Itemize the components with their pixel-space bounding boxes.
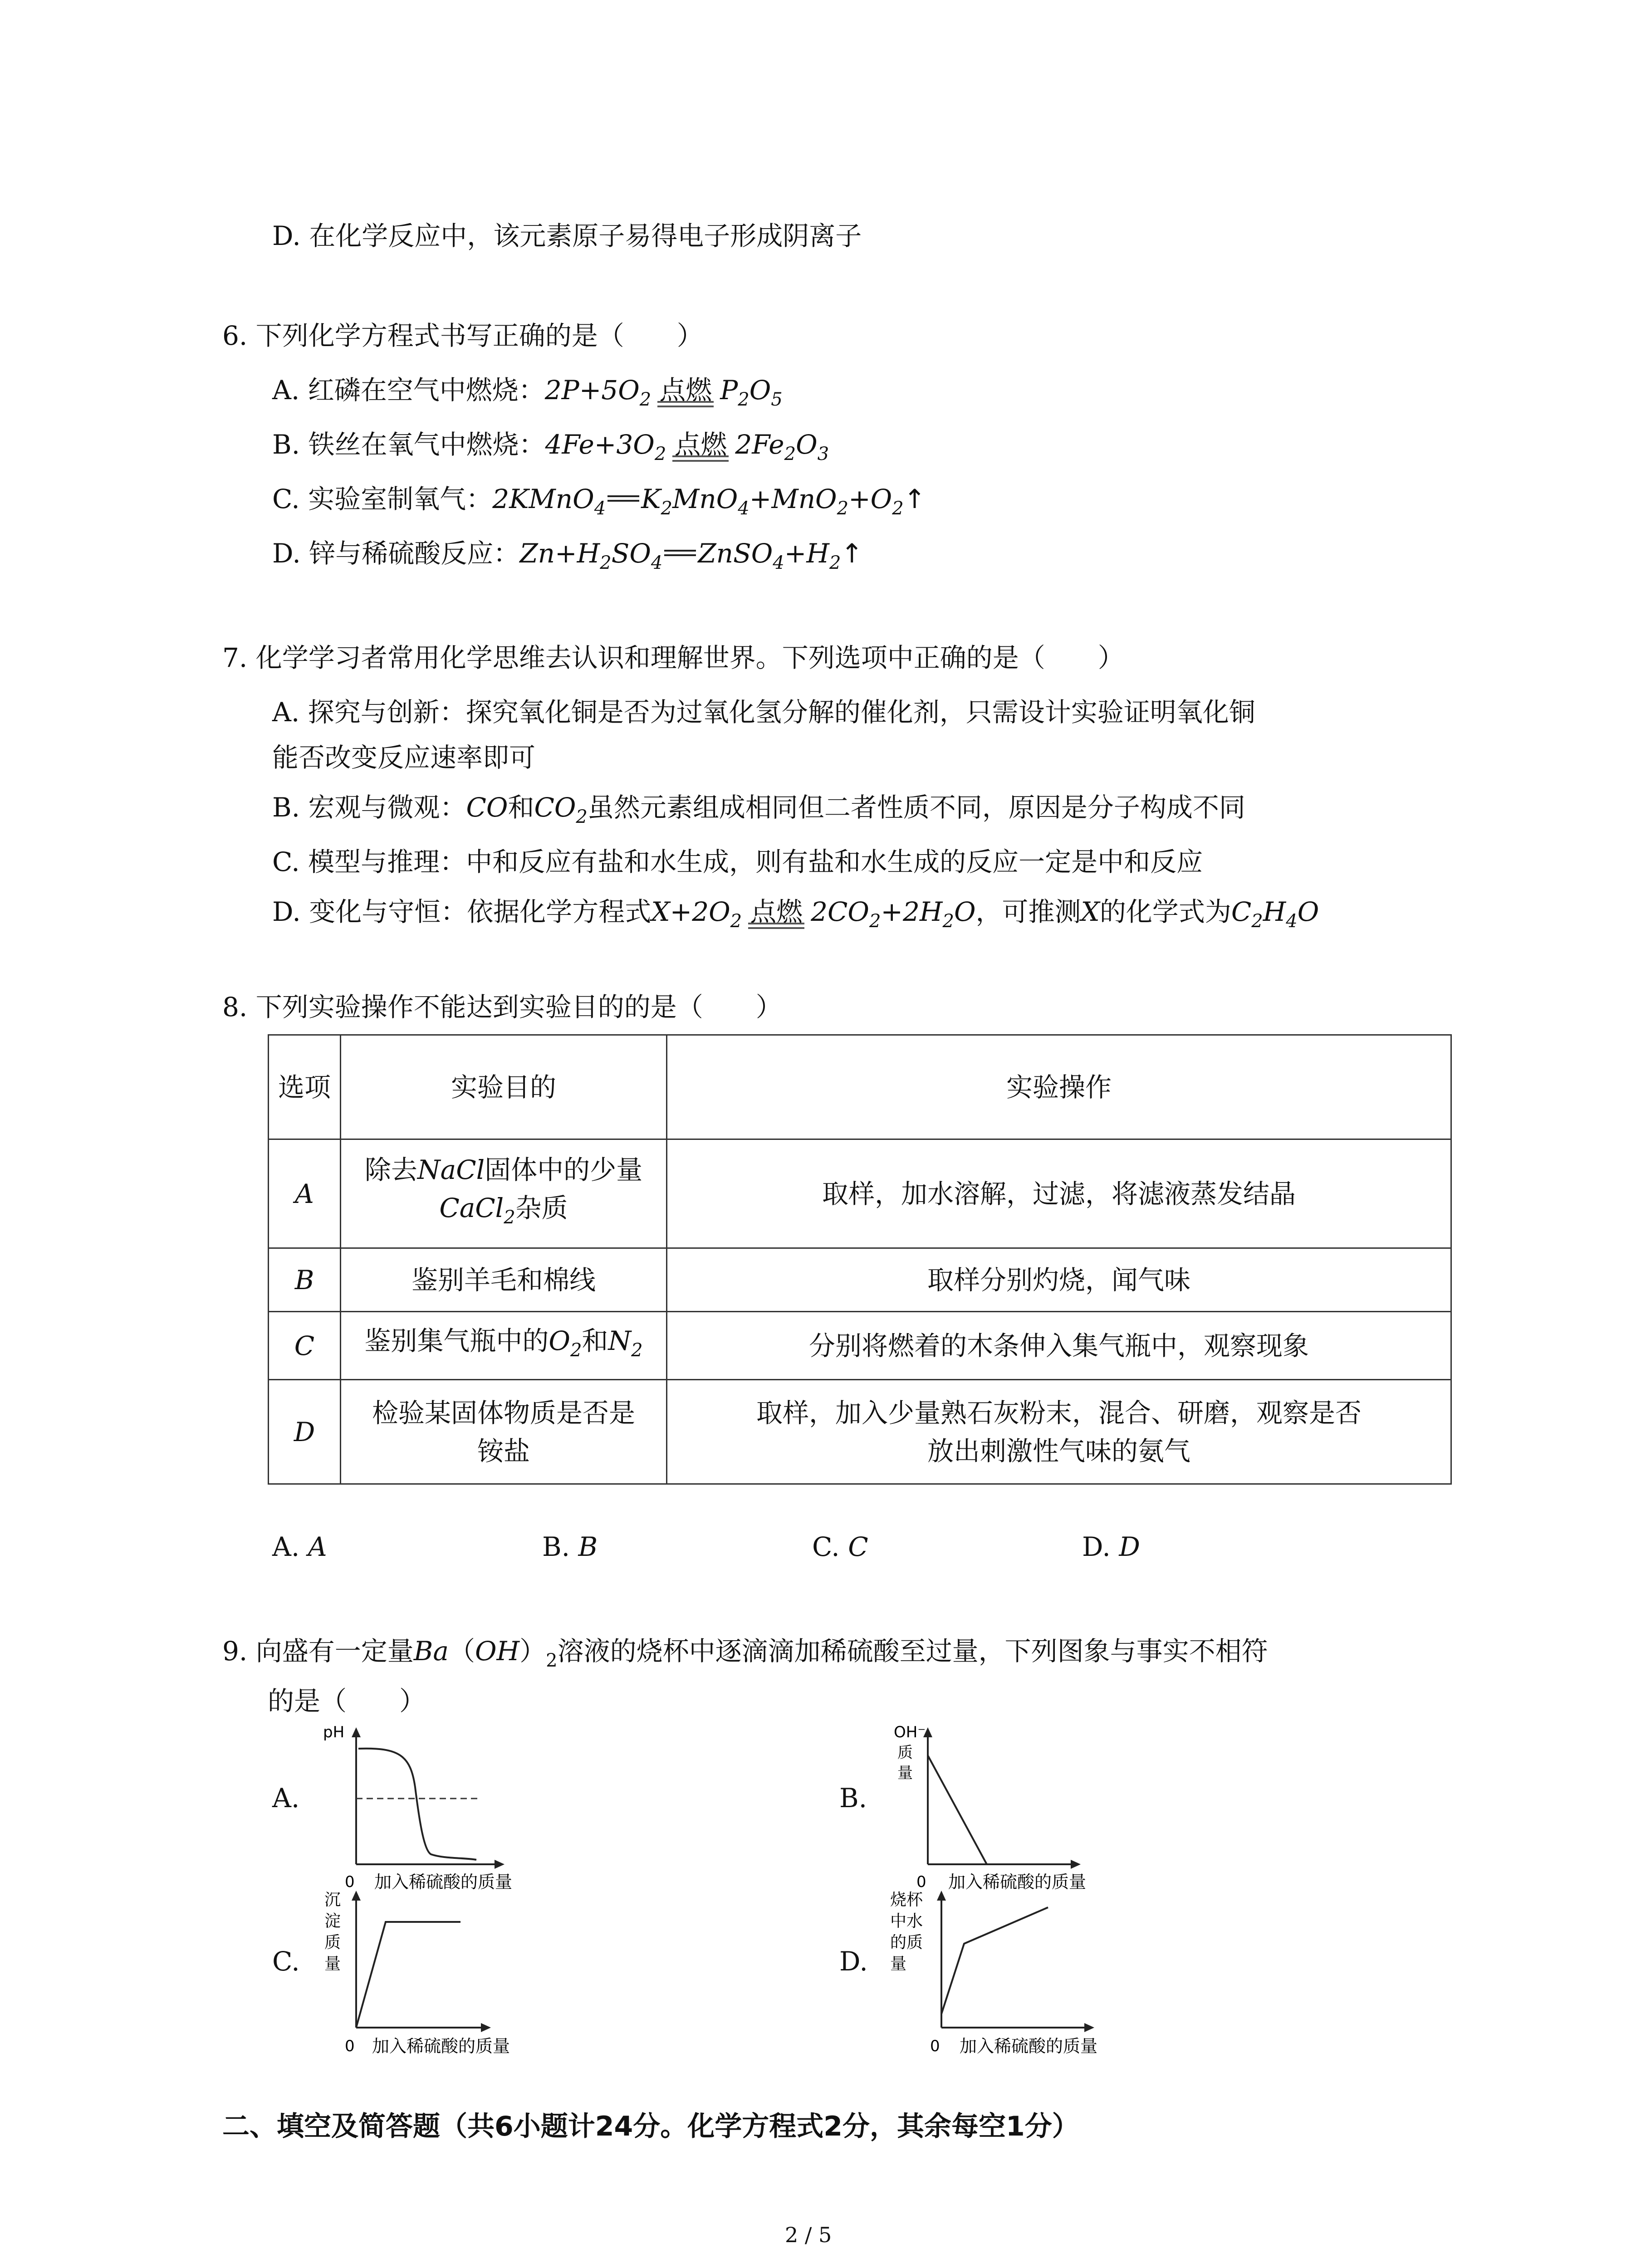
q7-d-condition: 点燃 [748, 894, 804, 930]
graph-b-label: B. [839, 1783, 867, 1813]
row-a-goal: 除去NaCl固体中的少量CaCl$_2$杂质 [341, 1139, 667, 1248]
q7-option-c: C. 模型与推理：中和反应有盐和水生成，则有盐和水生成的反应一定是中和反应 [272, 846, 1203, 877]
q7-b-prefix: B. 宏观与微观： [272, 792, 466, 823]
graph-a-xlabel: 加入稀硫酸的质量 [374, 1872, 513, 1892]
q9-stem-line2: 的是（ ） [268, 1686, 426, 1716]
graph-c-label: C. [272, 1946, 300, 1977]
graph-b-ylabel-3: 量 [897, 1764, 913, 1782]
q7-d-prefix: D. 变化与守恒：依据化学方程式 [272, 896, 652, 927]
q6-option-a: A. 红磷在空气中燃烧：$2P+5O_2$ 点燃 $P_2O_5$ [272, 372, 783, 418]
row-d-operation: 取样，加入少量熟石灰粉末，混合、研磨，观察是否 放出刺激性气味的氨气 [667, 1380, 1451, 1484]
q7-option-d: D. 变化与守恒：依据化学方程式$X+2O_2$ 点燃 $2CO_2+2H_2O$，可推测X的化学式为$C_2H_4O$ [272, 894, 1319, 939]
q6-option-b: B. 铁丝在氧气中燃烧：$4Fe+3O_2$ 点燃 $2Fe_2O_3$ [272, 426, 829, 472]
page-number: 2 / 5 [785, 2223, 832, 2247]
q6-option-c: C. 实验室制氧气：2KMnO$_4$ $K_2MnO_4+MnO_2+O_2↑$ [272, 484, 926, 519]
row-b-operation: 取样分别灼烧，闻气味 [667, 1248, 1451, 1312]
graph-d-label: D. [839, 1946, 868, 1977]
table-header-row [269, 1035, 1451, 1139]
q9-stem-line1: 9. 向盛有一定量$Ba(OH)_2$溶液的烧杯中逐滴滴加稀硫酸至过量，下列图象与事实不相符 [222, 1636, 1268, 1671]
q7-d-mid: ，可推测 [975, 896, 1081, 927]
graph-c-ylabel-4: 量 [324, 1955, 341, 1973]
graph-d-ylabel-1: 烧杯 [890, 1891, 923, 1909]
row-a-operation: 取样，加水溶解，过滤，将滤液蒸发结晶 [667, 1139, 1451, 1248]
graph-c-line [356, 1922, 460, 2028]
row-b-option: B [269, 1248, 341, 1312]
section-2-heading: 二、填空及简答题（共6小题计24分。化学方程式2分，其余每空1分） [222, 2111, 1079, 2142]
graph-d-ylabel-3: 的质 [890, 1933, 923, 1952]
q8-answer-c: C. C [812, 1531, 868, 1562]
graph-c-xlabel: 加入稀硫酸的质量 [372, 2036, 510, 2056]
graph-c-ylabel-3: 质 [324, 1933, 341, 1952]
graph-b-oh [885, 1719, 1121, 1901]
q6-a-prefix: A. 红磷在空气中燃烧： [272, 375, 545, 406]
graph-b-ylabel-2: 质 [897, 1744, 913, 1762]
graph-c-precipitate [313, 1882, 567, 2064]
row-c-operation: 分别将燃着的木条伸入集气瓶中，观察现象 [667, 1312, 1451, 1380]
q8-table [268, 1034, 1452, 1485]
graph-a-ylabel: pH [323, 1723, 345, 1741]
header-option: 选项 [269, 1035, 341, 1139]
q6-b-prefix: B. 铁丝在氧气中燃烧： [272, 429, 545, 460]
row-c-option: C [269, 1312, 341, 1380]
graph-b-line [928, 1755, 987, 1864]
q6-option-d: D. 锌与稀硫酸反应：$Zn+H_2SO_4$ $ZnSO_4+H_2↑$ [272, 538, 863, 573]
row-d-option: D [269, 1380, 341, 1484]
graph-d-origin: 0 [930, 2037, 940, 2055]
graph-a-ph [313, 1719, 540, 1901]
q7-stem: 7. 化学学习者常用化学思维去认识和理解世界。下列选项中正确的是（ ） [222, 642, 1124, 673]
graph-d-water [885, 1882, 1139, 2064]
graph-a-curve [358, 1749, 476, 1860]
q6-b-condition: 点燃 [672, 426, 729, 463]
q8-answer-b: B. B [542, 1531, 598, 1562]
graph-d-ylabel-2: 中水 [890, 1912, 923, 1931]
graph-d-ylabel-4: 量 [890, 1955, 907, 1973]
q7-option-a-line2: 能否改变反应速率即可 [272, 742, 536, 773]
header-goal: 实验目的 [341, 1035, 667, 1139]
graph-b-origin: 0 [916, 1873, 926, 1891]
graph-b-xlabel: 加入稀硫酸的质量 [948, 1872, 1087, 1892]
q5-option-d: D. 在化学反应中，该元素原子易得电子形成阴离子 [272, 220, 862, 251]
row-c-goal: 鉴别集气瓶中的$O_2$和$N_2$ [341, 1312, 667, 1380]
row-b-goal: 鉴别羊毛和棉线 [341, 1248, 667, 1312]
q7-option-a-line1: A. 探究与创新：探究氧化铜是否为过氧化氢分解的催化剂，只需设计实验证明氧化铜 [272, 697, 1255, 728]
graph-d-line [941, 1907, 1048, 2014]
graph-b-ylabel-1: OH⁻ [894, 1723, 926, 1741]
table-row [269, 1380, 1451, 1484]
header-operation: 实验操作 [667, 1035, 1451, 1139]
graph-a-origin: 0 [345, 1873, 355, 1891]
q6-a-condition: 点燃 [657, 372, 714, 408]
graph-c-ylabel-1: 沉 [324, 1891, 341, 1909]
graph-a-label: A. [272, 1783, 300, 1813]
graph-c-origin: 0 [345, 2037, 355, 2055]
table-row [269, 1139, 1451, 1248]
q7-d-suffix: 的化学式为 [1099, 896, 1231, 927]
row-d-goal: 检验某固体物质是否是 铵盐 [341, 1380, 667, 1484]
q7-b-suffix: 虽然元素组成相同但二者性质不同，原因是分子构成不同 [587, 792, 1245, 823]
graph-c-ylabel-2: 淀 [324, 1912, 341, 1931]
q6-c-prefix: C. 实验室制氧气： [272, 484, 493, 514]
q7-b-mid: 和 [508, 792, 534, 823]
q6-d-prefix: D. 锌与稀硫酸反应： [272, 538, 520, 569]
table-row [269, 1248, 1451, 1312]
graph-d-xlabel: 加入稀硫酸的质量 [960, 2036, 1098, 2056]
q6-stem: 6. 下列化学方程式书写正确的是（ ） [222, 320, 703, 351]
q8-answer-d: D. D [1082, 1531, 1140, 1562]
q7-option-b: B. 宏观与微观：CO和$CO_2$虽然元素组成相同但二者性质不同，原因是分子构成不同 [272, 792, 1245, 827]
row-a-option: A [269, 1139, 341, 1248]
table-row [269, 1312, 1451, 1380]
q8-answer-a: A. A [272, 1531, 327, 1562]
q8-stem: 8. 下列实验操作不能达到实验目的的是（ ） [222, 992, 782, 1022]
